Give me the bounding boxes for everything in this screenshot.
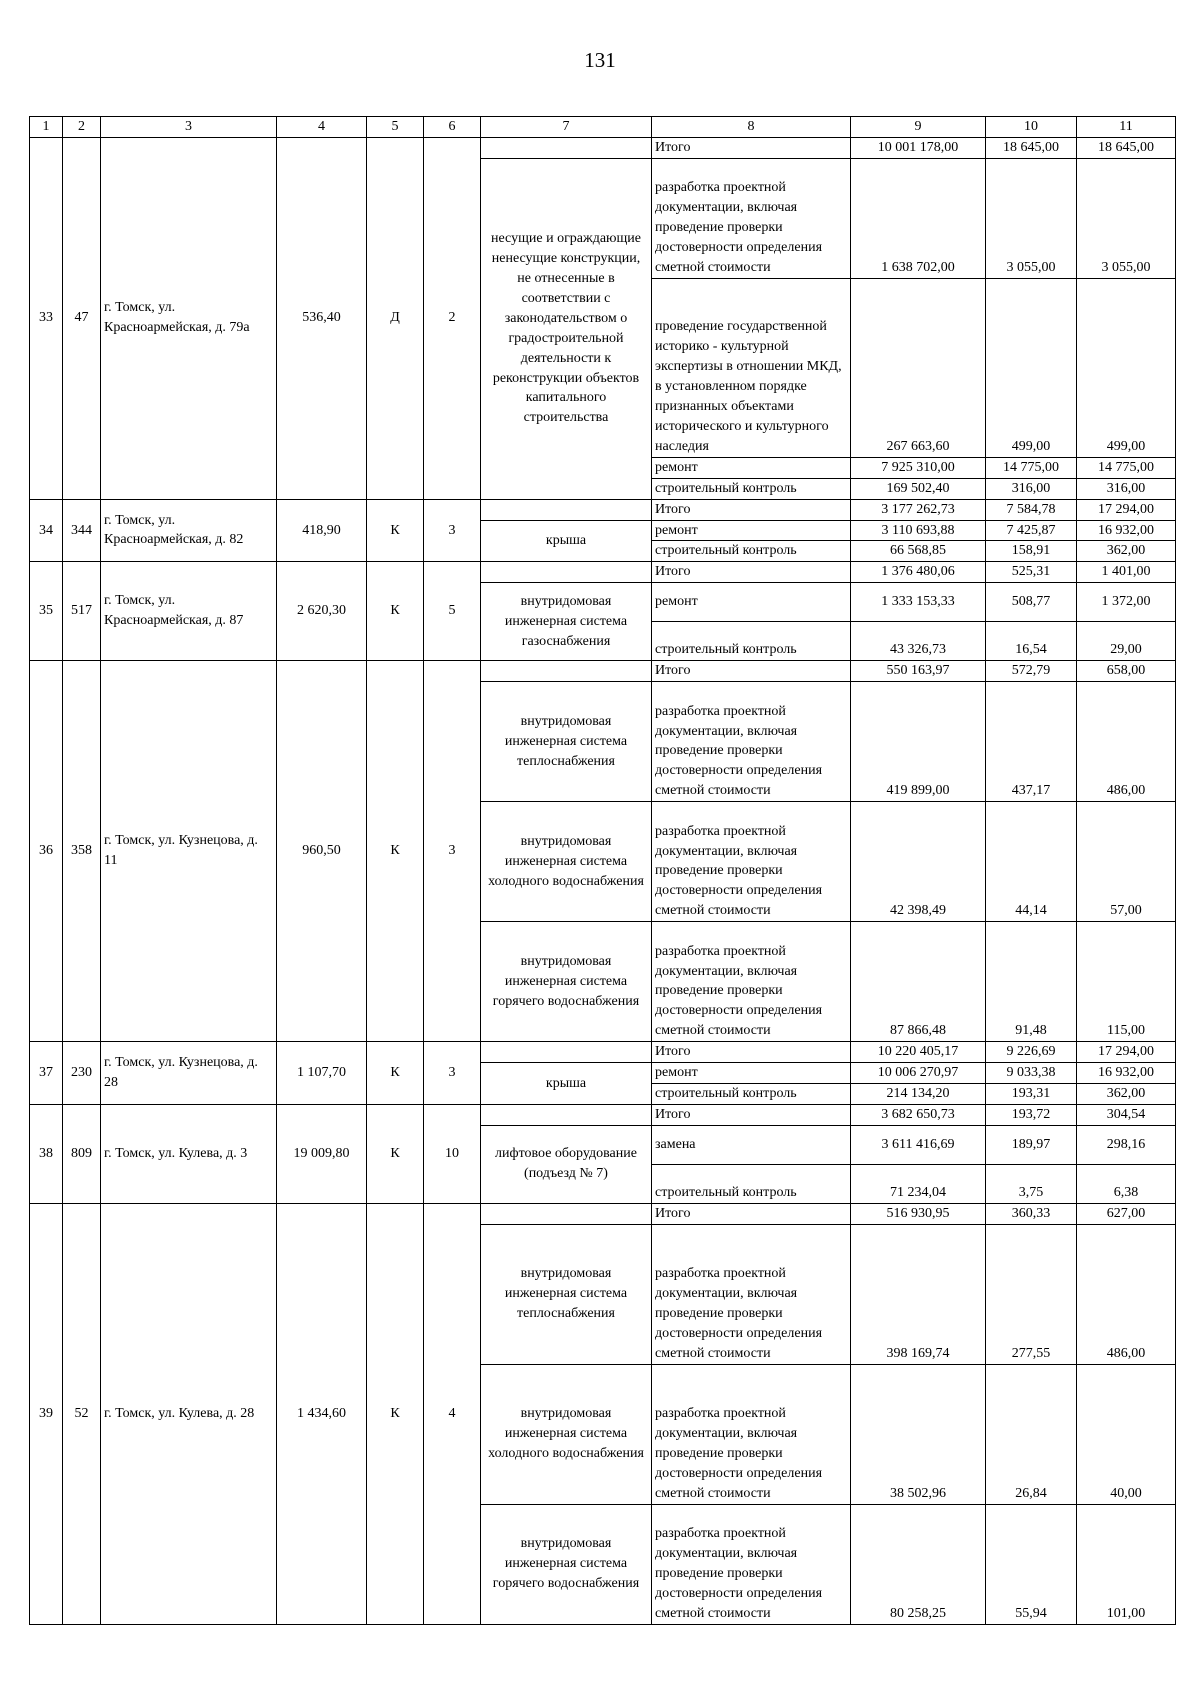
column-header: 2 [63,117,101,138]
building-type: К [367,499,424,562]
building-quantity: 2 [424,137,481,499]
total-unit-cost: 360,33 [986,1203,1077,1224]
work-cost: 7 925 310,00 [851,457,986,478]
building-area: 536,40 [277,137,367,499]
total-cost: 1 376 480,06 [851,562,986,583]
column-header: 8 [652,117,851,138]
building-address: г. Томск, ул. Красноармейская, д. 87 [101,562,277,661]
building-id: 47 [63,137,101,499]
engineering-system: внутридомовая инженерная система теплоснабжения [481,682,652,802]
work-cost: 43 326,73 [851,622,986,661]
total-unit-cost: 193,72 [986,1104,1077,1125]
table-row [30,562,1176,583]
work-type: разработка проектной документации, включая проведение проверки достоверности определения сметной стоимости [652,1224,851,1364]
total-limit-cost: 627,00 [1077,1203,1176,1224]
building-area: 1 434,60 [277,1203,367,1624]
building-type: К [367,1042,424,1105]
building-address: г. Томск, ул. Кулева, д. 3 [101,1104,277,1203]
total-label: Итого [652,1042,851,1063]
work-limit-cost: 486,00 [1077,682,1176,802]
work-unit-cost: 26,84 [986,1364,1077,1504]
building-address: г. Томск, ул. Кузнецова, д. 11 [101,661,277,1042]
engineering-system: внутридомовая инженерная система горячего водоснабжения [481,922,652,1042]
work-limit-cost: 57,00 [1077,802,1176,922]
table-row [30,499,1176,520]
work-limit-cost: 499,00 [1077,278,1176,457]
total-limit-cost: 17 294,00 [1077,499,1176,520]
table-row [30,1203,1176,1224]
column-header: 5 [367,117,424,138]
building-id: 517 [63,562,101,661]
work-cost: 1 333 153,33 [851,583,986,622]
work-cost: 38 502,96 [851,1364,986,1504]
work-limit-cost: 1 372,00 [1077,583,1176,622]
column-header: 10 [986,117,1077,138]
work-unit-cost: 55,94 [986,1504,1077,1624]
work-cost: 80 258,25 [851,1504,986,1624]
total-cost: 550 163,97 [851,661,986,682]
work-unit-cost: 189,97 [986,1125,1077,1164]
work-limit-cost: 6,38 [1077,1164,1176,1203]
total-limit-cost: 17 294,00 [1077,1042,1176,1063]
work-unit-cost: 3 055,00 [986,158,1077,278]
engineering-system: внутридомовая инженерная система холодного водоснабжения [481,802,652,922]
work-cost: 3 611 416,69 [851,1125,986,1164]
total-cost: 3 682 650,73 [851,1104,986,1125]
building-type: К [367,1104,424,1203]
work-type: разработка проектной документации, включая проведение проверки достоверности определения сметной стоимости [652,682,851,802]
work-limit-cost: 3 055,00 [1077,158,1176,278]
column-header: 4 [277,117,367,138]
work-cost: 1 638 702,00 [851,158,986,278]
work-limit-cost: 14 775,00 [1077,457,1176,478]
total-label: Итого [652,499,851,520]
building-id: 809 [63,1104,101,1203]
work-type: разработка проектной документации, включая проведение проверки достоверности определения сметной стоимости [652,158,851,278]
work-unit-cost: 158,91 [986,541,1077,562]
building-area: 2 620,30 [277,562,367,661]
work-unit-cost: 91,48 [986,922,1077,1042]
total-label: Итого [652,1203,851,1224]
work-limit-cost: 362,00 [1077,541,1176,562]
work-limit-cost: 316,00 [1077,478,1176,499]
building-address: г. Томск, ул. Кулева, д. 28 [101,1203,277,1624]
work-limit-cost: 16 932,00 [1077,1063,1176,1084]
building-quantity: 3 [424,661,481,1042]
building-area: 19 009,80 [277,1104,367,1203]
table-row [30,137,1176,158]
engineering-system: внутридомовая инженерная система холодного водоснабжения [481,1364,652,1504]
building-area: 1 107,70 [277,1042,367,1105]
work-type: строительный контроль [652,541,851,562]
total-limit-cost: 658,00 [1077,661,1176,682]
building-id: 230 [63,1042,101,1105]
work-type: замена [652,1125,851,1164]
work-unit-cost: 3,75 [986,1164,1077,1203]
total-cost: 10 001 178,00 [851,137,986,158]
building-quantity: 10 [424,1104,481,1203]
total-unit-cost: 18 645,00 [986,137,1077,158]
row-number: 36 [30,661,63,1042]
work-cost: 71 234,04 [851,1164,986,1203]
total-cost: 3 177 262,73 [851,499,986,520]
building-address: г. Томск, ул. Красноармейская, д. 79а [101,137,277,499]
work-unit-cost: 277,55 [986,1224,1077,1364]
work-unit-cost: 9 033,38 [986,1063,1077,1084]
engineering-system: внутридомовая инженерная система горячего водоснабжения [481,1504,652,1624]
building-type: К [367,1203,424,1624]
work-unit-cost: 508,77 [986,583,1077,622]
work-type: ремонт [652,457,851,478]
engineering-system: внутридомовая инженерная система газоснабжения [481,583,652,661]
engineering-system: крыша [481,520,652,562]
work-limit-cost: 16 932,00 [1077,520,1176,541]
building-address: г. Томск, ул. Кузнецова, д. 28 [101,1042,277,1105]
total-unit-cost: 9 226,69 [986,1042,1077,1063]
work-limit-cost: 362,00 [1077,1083,1176,1104]
column-header: 1 [30,117,63,138]
work-cost: 87 866,48 [851,922,986,1042]
work-type: ремонт [652,1063,851,1084]
total-label: Итого [652,137,851,158]
work-unit-cost: 7 425,87 [986,520,1077,541]
total-limit-cost: 1 401,00 [1077,562,1176,583]
work-type: проведение государственной историко - культурной экспертизы в отношении МКД, в установленном порядке признанных объектами исторического и культурного наследия [652,278,851,457]
repair-program-table [29,116,1176,1625]
building-type: Д [367,137,424,499]
work-unit-cost: 16,54 [986,622,1077,661]
building-quantity: 3 [424,1042,481,1105]
work-cost: 10 006 270,97 [851,1063,986,1084]
work-unit-cost: 499,00 [986,278,1077,457]
engineering-system: несущие и ограждающие ненесущие конструкции, не отнесенные в соответствии с законодательством о градостроительной деятельности к реконструкции объектов капитального строительства [481,158,652,499]
total-cost: 10 220 405,17 [851,1042,986,1063]
work-type: разработка проектной документации, включая проведение проверки достоверности определения сметной стоимости [652,922,851,1042]
total-limit-cost: 18 645,00 [1077,137,1176,158]
work-limit-cost: 115,00 [1077,922,1176,1042]
row-number: 33 [30,137,63,499]
engineering-system: внутридомовая инженерная система теплоснабжения [481,1224,652,1364]
total-label: Итого [652,562,851,583]
engineering-system: крыша [481,1063,652,1105]
total-label: Итого [652,661,851,682]
work-type: строительный контроль [652,622,851,661]
building-address: г. Томск, ул. Красноармейская, д. 82 [101,499,277,562]
work-cost: 214 134,20 [851,1083,986,1104]
total-limit-cost: 304,54 [1077,1104,1176,1125]
total-unit-cost: 572,79 [986,661,1077,682]
work-type: разработка проектной документации, включая проведение проверки достоверности определения сметной стоимости [652,1504,851,1624]
row-number: 38 [30,1104,63,1203]
work-limit-cost: 486,00 [1077,1224,1176,1364]
column-header: 9 [851,117,986,138]
building-type: К [367,562,424,661]
building-quantity: 5 [424,562,481,661]
column-header: 3 [101,117,277,138]
work-type: строительный контроль [652,1083,851,1104]
engineering-system: лифтовое оборудование (подъезд № 7) [481,1125,652,1203]
table-row [30,1042,1176,1063]
work-cost: 267 663,60 [851,278,986,457]
work-unit-cost: 193,31 [986,1083,1077,1104]
work-unit-cost: 44,14 [986,802,1077,922]
building-id: 344 [63,499,101,562]
work-unit-cost: 316,00 [986,478,1077,499]
total-unit-cost: 7 584,78 [986,499,1077,520]
work-cost: 169 502,40 [851,478,986,499]
total-label: Итого [652,1104,851,1125]
building-id: 52 [63,1203,101,1624]
work-cost: 419 899,00 [851,682,986,802]
column-header: 6 [424,117,481,138]
column-header: 11 [1077,117,1176,138]
row-number: 39 [30,1203,63,1624]
work-limit-cost: 101,00 [1077,1504,1176,1624]
work-type: строительный контроль [652,1164,851,1203]
work-type: строительный контроль [652,478,851,499]
work-type: ремонт [652,583,851,622]
work-limit-cost: 298,16 [1077,1125,1176,1164]
building-type: К [367,661,424,1042]
work-cost: 42 398,49 [851,802,986,922]
building-id: 358 [63,661,101,1042]
work-cost: 66 568,85 [851,541,986,562]
row-number: 35 [30,562,63,661]
work-unit-cost: 14 775,00 [986,457,1077,478]
work-type: ремонт [652,520,851,541]
work-limit-cost: 29,00 [1077,622,1176,661]
table-row [30,1104,1176,1125]
column-header: 7 [481,117,652,138]
total-unit-cost: 525,31 [986,562,1077,583]
work-type: разработка проектной документации, включая проведение проверки достоверности определения сметной стоимости [652,802,851,922]
table-row [30,661,1176,682]
page-number: 131 [584,48,616,72]
work-unit-cost: 437,17 [986,682,1077,802]
work-cost: 398 169,74 [851,1224,986,1364]
work-type: разработка проектной документации, включая проведение проверки достоверности определения сметной стоимости [652,1364,851,1504]
building-quantity: 3 [424,499,481,562]
work-cost: 3 110 693,88 [851,520,986,541]
building-area: 960,50 [277,661,367,1042]
row-number: 34 [30,499,63,562]
row-number: 37 [30,1042,63,1105]
building-area: 418,90 [277,499,367,562]
total-cost: 516 930,95 [851,1203,986,1224]
column-number-row [30,117,1176,138]
work-limit-cost: 40,00 [1077,1364,1176,1504]
building-quantity: 4 [424,1203,481,1624]
